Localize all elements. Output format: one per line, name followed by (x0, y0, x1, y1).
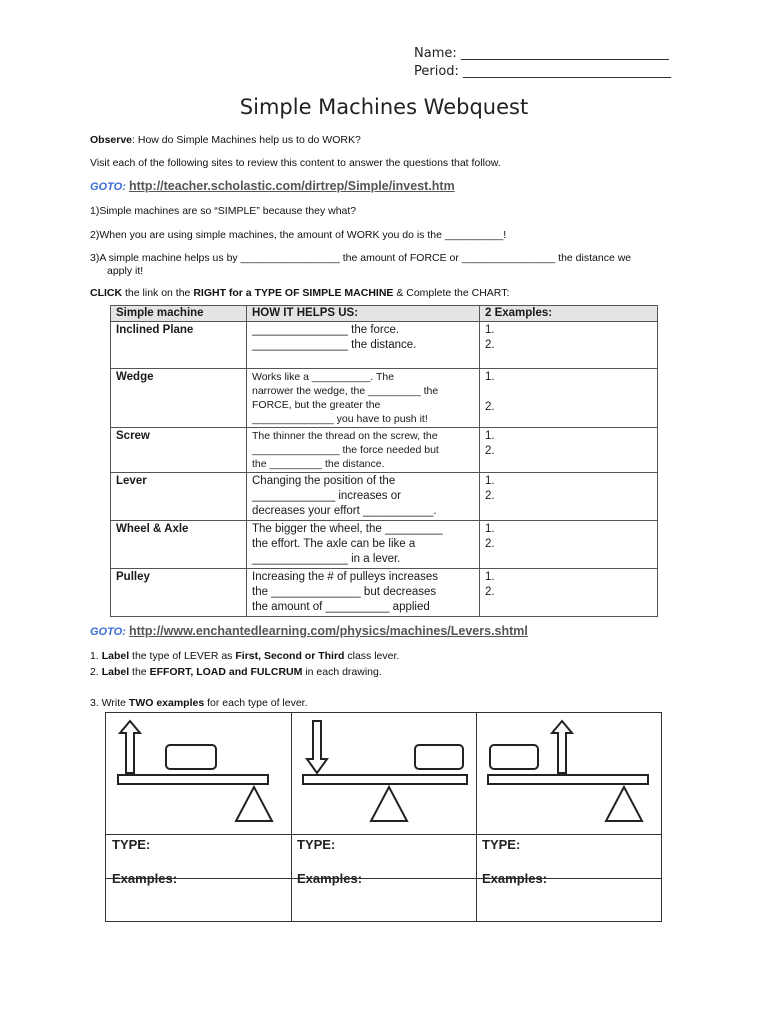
header-how-it-helps: HOW IT HELPS US: (247, 306, 480, 322)
machine-help[interactable]: The bigger the wheel, the _________ the effort. The axle can be like a _______________ in a lever. (247, 521, 480, 569)
machine-examples[interactable]: 1. 2. (480, 428, 658, 473)
lever-instruction-2: 2. Label the EFFORT, LOAD and FULCRUM in each drawing. (90, 666, 382, 678)
chart-row-screw (111, 428, 658, 473)
observe-line: Observe: How do Simple Machines help us to do WORK? (90, 134, 361, 146)
machine-help[interactable]: Increasing the # of pulleys increases the ______________ but decreases the amount of __________ applied (247, 569, 480, 617)
lever-drawing-1 (114, 719, 286, 829)
enchantedlearning-link[interactable]: http://www.enchantedlearning.com/physics/machines/Levers.shtml (128, 624, 528, 638)
chart-header-row (111, 306, 658, 322)
machine-examples[interactable]: 1. 2. (480, 473, 658, 521)
up-arrow-icon (120, 721, 140, 773)
question-2: 2)When you are using simple machines, the amount of WORK you do is the __________! (90, 229, 507, 241)
name-field-label: Name: ________________________________ (414, 46, 669, 61)
machine-help[interactable]: Changing the position of the _____________ increases or decreases your effort ___________. (247, 473, 480, 521)
machine-help[interactable]: _______________ the force. _______________ the distance. (247, 322, 480, 369)
click-instruction: CLICK the link on the RIGHT for a TYPE OF SIMPLE MACHINE & Complete the CHART: (90, 287, 510, 299)
down-arrow-icon (307, 721, 327, 773)
period-field-label: Period: ________________________________ (414, 64, 672, 79)
lever-drawing-3 (484, 719, 656, 829)
simple-machine-chart (110, 305, 658, 617)
chart-row-inclined-plane (111, 322, 658, 369)
machine-examples[interactable]: 1. 2. (480, 322, 658, 369)
machine-name: Inclined Plane (111, 322, 247, 369)
header-examples: 2 Examples: (480, 306, 658, 322)
machine-help[interactable]: The thinner the thread on the screw, the _______________ the force needed but the _________ the distance. (247, 428, 480, 473)
machine-name: Screw (111, 428, 247, 473)
lever-2-type-label: TYPE: (297, 837, 336, 852)
chart-row-wedge (111, 369, 658, 428)
chart-row-wheel-axle (111, 521, 658, 569)
question-3-cont: apply it! (107, 265, 144, 277)
machine-examples[interactable]: 1. 2. (480, 369, 658, 428)
lever-bar (303, 775, 467, 784)
lever-diagram-grid (105, 712, 662, 922)
up-arrow-icon (552, 721, 572, 773)
lever-bar (488, 775, 648, 784)
lever-instruction-1: 1. Label the type of LEVER as First, Second or Third class lever. (90, 650, 400, 662)
load-block (490, 745, 538, 769)
lever-1-type-label: TYPE: (112, 837, 151, 852)
fulcrum-triangle (371, 787, 407, 821)
lever-2-examples-label: Examples: (297, 871, 363, 886)
load-block (166, 745, 216, 769)
scholastic-link[interactable]: http://teacher.scholastic.com/dirtrep/Simple/invest.htm (128, 179, 455, 193)
machine-help[interactable]: Works like a __________. The narrower the wedge, the _________ the FORCE, but the greater the ______________ you have to push it! (247, 369, 480, 428)
chart-row-lever (111, 473, 658, 521)
lever-3-type-label: TYPE: (482, 837, 521, 852)
fulcrum-triangle (236, 787, 272, 821)
fulcrum-triangle (606, 787, 642, 821)
machine-name: Pulley (111, 569, 247, 617)
lever-3-examples-label: Examples: (482, 871, 548, 886)
question-3: 3)A simple machine helps us by _________________ the amount of FORCE or ________________ the distance we (90, 252, 632, 264)
lever-drawing-2 (299, 719, 471, 829)
lever-bar (118, 775, 268, 784)
lever-instruction-3: 3. Write TWO examples for each type of lever. (90, 697, 308, 709)
machine-examples[interactable]: 1. 2. (480, 569, 658, 617)
question-1: 1)Simple machines are so “SIMPLE” because they what? (90, 205, 357, 217)
machine-name: Wheel & Axle (111, 521, 247, 569)
load-block (415, 745, 463, 769)
machine-name: Wedge (111, 369, 247, 428)
visit-line: Visit each of the following sites to review this content to answer the questions that follow. (90, 157, 501, 169)
lever-1-examples-label: Examples: (112, 871, 178, 886)
header-simple-machine: Simple machine (111, 306, 247, 322)
page-title: Simple Machines Webquest (239, 95, 529, 119)
machine-examples[interactable]: 1. 2. (480, 521, 658, 569)
goto-line-1: GOTO: http://teacher.scholastic.com/dirtrep/Simple/invest.htm (90, 179, 455, 193)
machine-name: Lever (111, 473, 247, 521)
goto-line-2: GOTO: http://www.enchantedlearning.com/physics/machines/Levers.shtml (90, 624, 528, 638)
chart-row-pulley (111, 569, 658, 617)
